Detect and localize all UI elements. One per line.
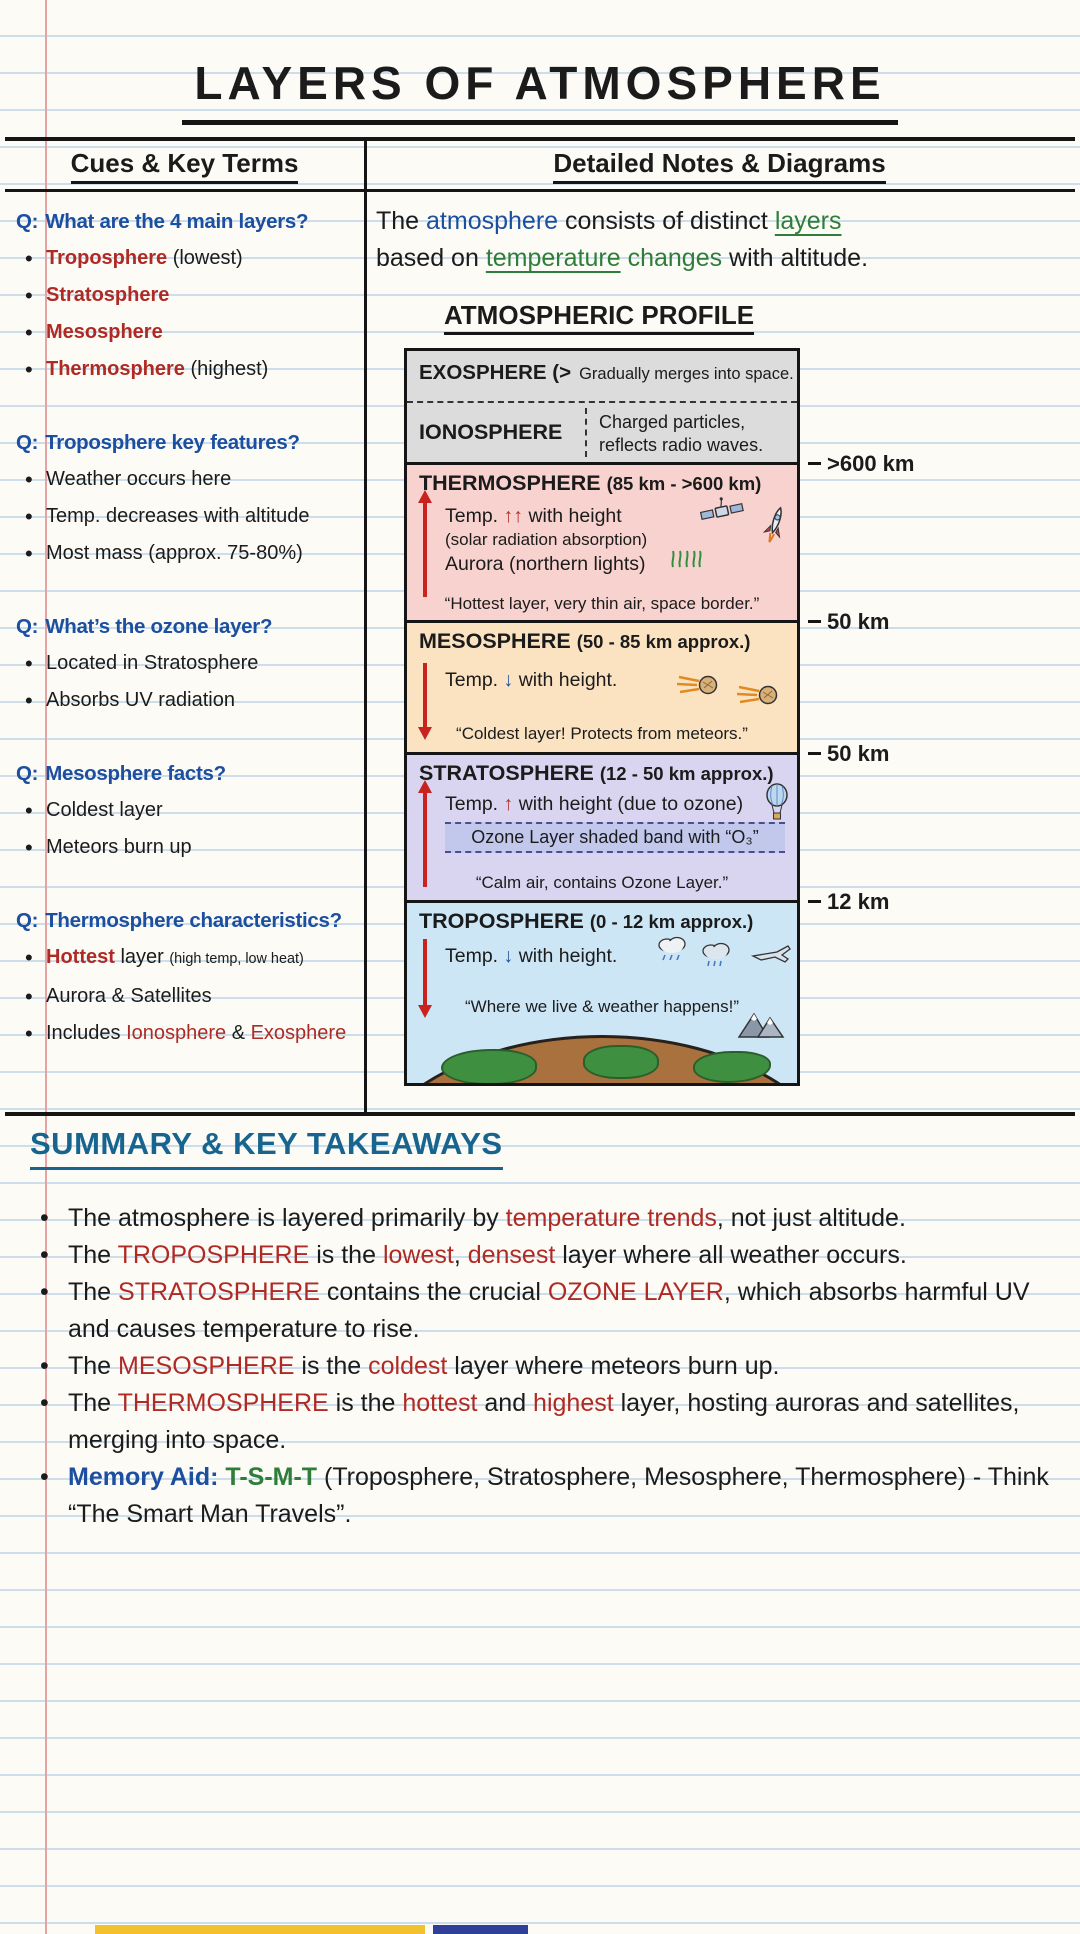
cue-bullet: [16, 939, 362, 978]
airplane-icon: [751, 943, 793, 966]
summary-bullet: [30, 1274, 1064, 1348]
intro-line: [376, 240, 1076, 277]
ionosphere-desc-line: Charged particles,: [599, 412, 746, 432]
mesosphere-quote: “Coldest layer! Protects from meteors.”: [456, 724, 748, 743]
text-segment: , not just altitude.: [716, 1204, 906, 1232]
troposphere-range: (0 - 12 km approx.): [589, 911, 754, 932]
question-line: [16, 608, 362, 645]
layer-stratosphere: [407, 755, 797, 903]
notes-column-header: [367, 146, 1072, 180]
text-segment: with height: [523, 505, 622, 527]
thermosphere-aurora-line: [419, 551, 787, 577]
cue-bullet: [16, 277, 362, 314]
text-segment: ↑: [503, 793, 514, 815]
cue-bullet: [16, 682, 362, 719]
text-segment: and: [477, 1389, 534, 1417]
text-segment: Temp.: [445, 945, 504, 967]
text-segment: (highest): [184, 358, 269, 380]
text-segment: ,: [453, 1241, 468, 1269]
text-segment: atmosphere: [426, 207, 559, 235]
summary-bullet: [30, 1459, 1064, 1533]
rain-cloud-icon: [699, 941, 735, 968]
layer-exosphere: [407, 351, 797, 403]
text-segment: Hottest: [46, 946, 115, 968]
highlight-strip-yellow: [95, 1925, 425, 1934]
text-segment: , which absorbs harmful UV and causes temperature to rise.: [68, 1278, 1030, 1343]
question-text: Mesosphere facts?: [45, 762, 226, 785]
summary-bullet: [30, 1237, 1064, 1274]
cues-column: [16, 203, 362, 1088]
text-segment: Thermosphere: [46, 358, 185, 380]
cue-block-ozone: [16, 608, 362, 719]
balloon-icon: [764, 783, 791, 822]
text-segment: Temp.: [445, 793, 504, 815]
cue-block-layers: [16, 203, 362, 388]
cue-bullet: [16, 498, 362, 535]
question-line: [16, 755, 362, 792]
stratosphere-title: [419, 760, 787, 787]
question-prefix: Q:: [16, 615, 39, 638]
satellite-icon: [699, 495, 745, 529]
mesosphere-title: [419, 628, 787, 655]
text-segment: TROPOSPHERE: [117, 1241, 310, 1269]
text-segment: THERMOSPHERE: [117, 1389, 329, 1417]
text-segment: densest: [467, 1241, 556, 1269]
layer-troposphere: [407, 903, 797, 1083]
question-prefix: Q:: [16, 431, 39, 454]
cue-block-mesosphere: [16, 755, 362, 866]
text-segment: contains the crucial: [319, 1278, 548, 1306]
text-segment: layer: [114, 946, 170, 968]
ozone-layer-band: Ozone Layer shaded band with “O₃”: [445, 822, 785, 853]
altitude-label-600km: >600 km: [808, 451, 914, 477]
text-segment: Stratosphere: [46, 284, 170, 306]
aurora-text: Aurora (northern lights): [445, 553, 646, 575]
cue-bullet: [16, 535, 362, 572]
text-segment: with height.: [513, 945, 618, 967]
text-segment: is the: [328, 1389, 403, 1417]
temperature-down-arrow: [423, 663, 427, 729]
text-segment: Memory Aid:: [68, 1463, 226, 1491]
text-segment: layers: [774, 207, 842, 235]
question-line: [16, 424, 362, 461]
page-title: LAYERS OF ATMOSPHERE: [182, 56, 897, 125]
summary-section: [30, 1126, 1064, 1533]
meteor-icon: [677, 671, 719, 698]
text-segment: layer where meteors burn up.: [447, 1352, 780, 1380]
text-segment: layer, hosting auroras and satellites, merging into space.: [68, 1389, 1020, 1454]
cue-bullet: [16, 351, 362, 388]
cue-bullet: [16, 829, 362, 866]
question-text: Troposphere key features?: [45, 431, 300, 454]
text-segment: is the: [294, 1352, 369, 1380]
text-segment: Located in Stratosphere: [46, 652, 259, 674]
thermosphere-sub-line: (solar radiation absorption): [445, 530, 648, 549]
text-segment: Exosphere: [250, 1022, 347, 1044]
question-text: What are the 4 main layers?: [45, 210, 309, 233]
title-wrap: [0, 56, 1080, 125]
text-segment: lowest: [382, 1241, 454, 1269]
cue-bullet: [16, 240, 362, 277]
temperature-up-arrow: [423, 791, 427, 887]
text-segment: (lowest): [167, 247, 243, 269]
cue-bullet: [16, 461, 362, 498]
altitude-label-12km: 12 km: [808, 889, 889, 915]
question-prefix: Q:: [16, 210, 39, 233]
intro-line: [376, 203, 1076, 240]
text-segment: with height (due to ozone): [513, 793, 744, 815]
altitude-label-50km-upper: 50 km: [808, 609, 889, 635]
cue-bullet: [16, 792, 362, 829]
continent-shape: [583, 1045, 659, 1079]
profile-heading: [404, 297, 794, 334]
exosphere-desc: Gradually merges into space.: [579, 365, 794, 383]
text-segment: Includes: [46, 1022, 127, 1044]
mesosphere-name: MESOSPHERE: [419, 629, 571, 653]
troposphere-title: [419, 908, 787, 935]
text-segment: based on: [376, 244, 486, 272]
text-segment: Mesosphere: [46, 321, 163, 343]
cue-bullet: [16, 978, 362, 1015]
question-text: Thermosphere characteristics?: [45, 909, 342, 932]
text-segment: temperature: [485, 244, 621, 272]
troposphere-name: TROPOSPHERE: [419, 909, 584, 933]
rocket-icon: [761, 505, 789, 547]
text-segment: highest: [533, 1389, 614, 1417]
layer-ionosphere: [407, 403, 797, 465]
text-segment: Troposphere: [46, 247, 168, 269]
mountain-icon: [737, 1008, 785, 1039]
cues-column-header: [5, 146, 364, 180]
meteor-icon: [737, 681, 779, 708]
cue-bullet: [16, 645, 362, 682]
atmospheric-profile-diagram: [404, 348, 915, 1086]
column-divider: [364, 137, 367, 1116]
text-segment: Most mass (approx. 75-80%): [46, 542, 303, 564]
text-segment: &: [226, 1022, 251, 1044]
question-text: What’s the ozone layer?: [45, 615, 273, 638]
altitude-label-50km-lower: 50 km: [808, 741, 889, 767]
question-prefix: Q:: [16, 909, 39, 932]
ionosphere-label: IONOSPHERE: [419, 420, 563, 444]
highlight-strip-dark: [433, 1925, 528, 1934]
text-segment: with altitude.: [722, 244, 869, 272]
stratosphere-name: STRATOSPHERE: [419, 761, 594, 785]
dashed-divider: [585, 408, 587, 457]
profile-heading-label: ATMOSPHERIC PROFILE: [444, 300, 754, 335]
ionosphere-desc-line: reflects radio waves.: [599, 435, 764, 455]
cue-bullet: [16, 1015, 362, 1052]
storm-cloud-icon: [655, 935, 691, 962]
text-segment: coldest: [368, 1352, 448, 1380]
text-segment: Weather occurs here: [46, 468, 232, 490]
thermosphere-name: THERMOSPHERE: [419, 471, 601, 495]
summary-bullet: [30, 1348, 1064, 1385]
text-segment: hottest: [402, 1389, 478, 1417]
stratosphere-temp-line: [419, 791, 787, 817]
text-segment: Aurora & Satellites: [46, 985, 212, 1007]
question-line: [16, 902, 362, 939]
temperature-down-arrow: [423, 939, 427, 1007]
notes-column: [376, 203, 1076, 1086]
table-header-border: [5, 189, 1075, 192]
text-segment: Meteors burn up: [46, 836, 192, 858]
troposphere-quote: “Where we live & weather happens!”: [464, 997, 740, 1016]
text-segment: ↓: [503, 945, 514, 967]
text-segment: Temp.: [445, 669, 504, 691]
text-segment: The: [68, 1241, 118, 1269]
continent-shape: [441, 1049, 537, 1083]
text-segment: T-S-M-T: [225, 1463, 318, 1491]
exosphere-line: [419, 361, 794, 385]
stratosphere-quote: “Calm air, contains Ozone Layer.”: [475, 873, 729, 892]
mesosphere-range: (50 - 85 km approx.): [576, 631, 751, 652]
text-segment: MESOSPHERE: [118, 1352, 295, 1380]
table-bottom-border: [5, 1112, 1075, 1116]
text-segment: ↑↑: [503, 505, 524, 527]
text-segment: (high temp, low heat): [169, 951, 304, 967]
layer-thermosphere: [407, 465, 797, 623]
summary-bullet: [30, 1385, 1064, 1459]
text-segment: Absorbs UV radiation: [46, 689, 235, 711]
cue-bullet: [16, 314, 362, 351]
text-segment: Temp. decreases with altitude: [46, 505, 310, 527]
summary-bullet: [30, 1200, 1064, 1237]
text-segment: (Troposphere, Stratosphere, Mesosphere, Thermosphere) - Think “The Smart Man Travels”.: [68, 1463, 1049, 1528]
cue-block-thermosphere: [16, 902, 362, 1052]
text-segment: changes: [627, 244, 723, 272]
aurora-icon: [669, 549, 703, 569]
text-segment: layer where all weather occurs.: [555, 1241, 907, 1269]
question-prefix: Q:: [16, 762, 39, 785]
thermosphere-quote: “Hottest layer, very thin air, space border.”: [444, 594, 760, 613]
text-segment: with height.: [513, 669, 618, 691]
text-segment: Ionosphere: [126, 1022, 227, 1044]
cue-block-troposphere: [16, 424, 362, 572]
table-top-border: [5, 137, 1075, 141]
summary-heading: SUMMARY & KEY TAKEAWAYS: [30, 1126, 503, 1170]
text-segment: consists of distinct: [558, 207, 775, 235]
thermosphere-range: (85 km - >600 km): [606, 473, 762, 494]
ionosphere-desc: [599, 411, 763, 457]
text-segment: [621, 244, 628, 272]
question-line: [16, 203, 362, 240]
thermosphere-title: [419, 470, 787, 497]
text-segment: OZONE LAYER: [547, 1278, 724, 1306]
exosphere-label: EXOSPHERE (>: [419, 361, 572, 384]
text-segment: The atmosphere is layered primarily by: [68, 1204, 506, 1232]
text-segment: Temp.: [445, 505, 504, 527]
text-segment: The: [376, 207, 427, 235]
cues-header-label: Cues & Key Terms: [71, 148, 299, 184]
layer-mesosphere: [407, 623, 797, 755]
text-segment: ↓: [503, 669, 514, 691]
text-segment: Coldest layer: [46, 799, 163, 821]
text-segment: STRATOSPHERE: [118, 1278, 320, 1306]
text-segment: The: [68, 1352, 119, 1380]
text-segment: The: [68, 1278, 119, 1306]
notes-header-label: Detailed Notes & Diagrams: [553, 148, 885, 184]
stratosphere-range: (12 - 50 km approx.): [599, 763, 774, 784]
text-segment: The: [68, 1389, 118, 1417]
text-segment: temperature trends: [505, 1204, 717, 1232]
mesosphere-temp-line: [419, 667, 787, 693]
temperature-up-arrow: [423, 501, 427, 597]
text-segment: is the: [309, 1241, 383, 1269]
